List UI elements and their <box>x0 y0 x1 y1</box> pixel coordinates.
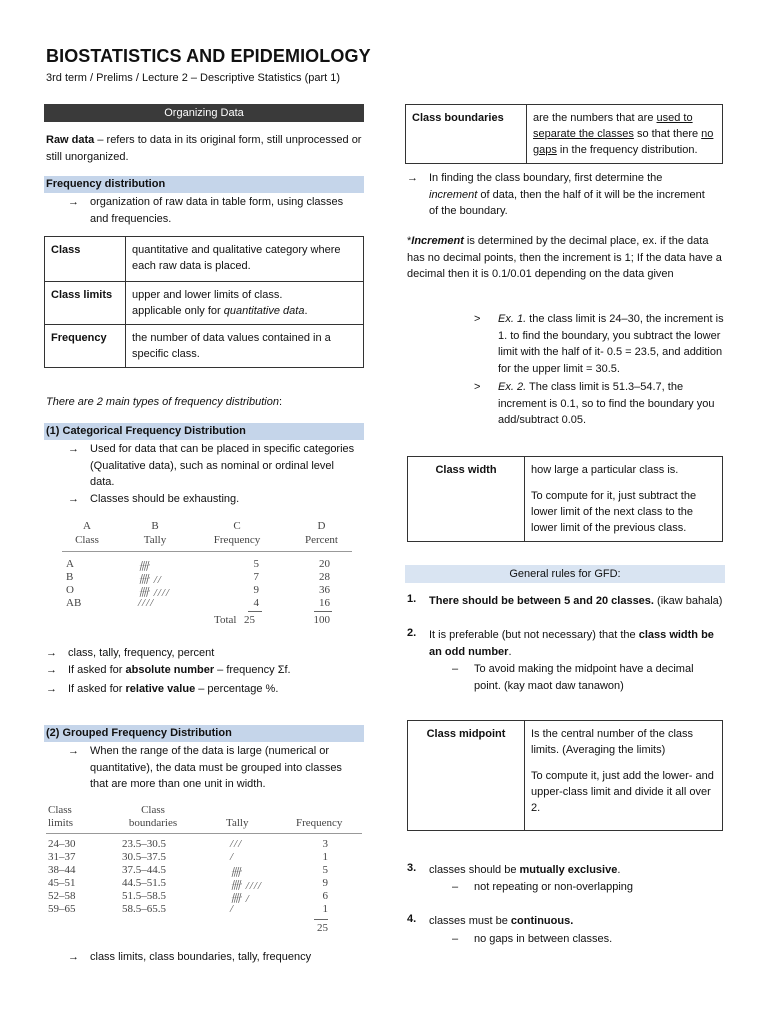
arrow-icon: → <box>68 745 79 757</box>
spacer <box>531 478 716 488</box>
rule-number: 1. <box>407 593 417 605</box>
row-tally: 卌 // <box>138 574 162 586</box>
text-span: . <box>304 305 308 317</box>
total-frequency: 25 <box>244 614 255 626</box>
italic-span: increment <box>429 188 478 201</box>
spacer <box>531 758 716 768</box>
raw-data-term: Raw data <box>46 134 95 146</box>
text-span: . <box>617 864 621 876</box>
bold-span: continuous. <box>510 915 574 927</box>
table-value <box>527 105 723 164</box>
rule-2 <box>429 627 719 660</box>
table-row <box>408 721 723 831</box>
text-span: – percentage %. <box>195 683 279 695</box>
row-boundaries: 44.5–51.5 <box>122 877 166 889</box>
table-key: Class <box>45 237 126 282</box>
bold-span: relative value <box>125 683 196 695</box>
bold-span: absolute number <box>125 664 215 676</box>
rule-1 <box>429 593 729 610</box>
text-span: applicable only for <box>132 305 224 317</box>
row-percent: 36 <box>319 584 330 596</box>
sum-rule <box>314 611 332 612</box>
row-boundaries: 23.5–30.5 <box>122 838 166 850</box>
row-frequency: 3 <box>322 838 328 850</box>
row-boundaries: 51.5–58.5 <box>122 890 166 902</box>
underline-span: no gaps <box>533 128 714 156</box>
row-tally: / <box>230 851 235 863</box>
bullet-text <box>429 170 705 220</box>
row-tally: 卌 <box>230 867 242 879</box>
gfd-rules-bar: General rules for GFD: <box>405 565 725 583</box>
note-text <box>68 662 291 679</box>
raw-data-definition: – refers to data in its original form, still unprocessed or still unorganized. <box>46 134 362 163</box>
text-span: in the frequency distribution. <box>556 144 698 156</box>
row-frequency: 1 <box>322 903 328 915</box>
bold-span: mutually exclusive <box>519 864 618 876</box>
total-frequency: 25 <box>317 922 328 934</box>
class-midpoint-line1: Is the central number of the class limits. (Averaging the limits) <box>531 728 694 756</box>
table-value <box>126 282 364 325</box>
arrow-icon: → <box>68 493 79 505</box>
freq-dist-definition: organization of raw data in table form, using classes and frequencies. <box>90 196 344 225</box>
arrow-icon: → <box>68 443 79 455</box>
row-percent: 16 <box>319 597 330 609</box>
categorical-table <box>62 520 352 635</box>
rule-number: 3. <box>407 862 417 874</box>
class-limits-line2 <box>132 303 357 319</box>
sub-text: To avoid making the midpoint have a decimal point. (kay maot daw tanawon) <box>474 663 694 692</box>
dash-icon: – <box>452 663 459 675</box>
rule-number: 4. <box>407 913 417 925</box>
column-header: Class <box>75 534 99 546</box>
column-header: Class <box>141 804 165 816</box>
text-span: If asked for <box>68 683 126 695</box>
row-frequency: 9 <box>322 877 328 889</box>
column-header: boundaries <box>128 817 178 829</box>
text-span: . <box>508 645 512 658</box>
text-span: the class limit is 24–30, the increment is 1. to find the boundary, you subtract the lower limit with the half of it- 0.5 = 23.5, and addition for the upper limit = 30.5. <box>498 313 724 375</box>
row-boundaries: 58.5–65.5 <box>122 903 166 915</box>
column-header: Tally <box>226 817 249 829</box>
row-limits: 24–30 <box>48 838 76 850</box>
sub-text: not repeating or non-overlapping <box>474 881 634 893</box>
header-rule <box>62 551 352 552</box>
text-span: If asked for <box>68 664 126 676</box>
text-span: are the numbers that are <box>533 112 657 124</box>
text-span: – frequency Σf. <box>214 664 291 676</box>
row-limits: 31–37 <box>48 851 76 863</box>
row-frequency: 5 <box>322 864 328 876</box>
arrow-icon: → <box>68 951 79 963</box>
bullet-text: Classes should be exhausting. <box>90 493 240 505</box>
rule-4 <box>429 913 719 930</box>
row-tally: 卌 / <box>230 893 250 905</box>
row-tally: 卌 //// <box>230 880 262 892</box>
text-span: (ikaw bahala) <box>653 595 723 607</box>
raw-data-paragraph <box>46 132 366 165</box>
text-span: classes must be <box>429 915 511 927</box>
increment-paragraph <box>407 233 727 283</box>
rule-3 <box>429 862 719 879</box>
total-percent: 100 <box>313 614 330 626</box>
bold-span: class width be an odd number <box>429 629 714 658</box>
row-frequency: 7 <box>253 571 259 583</box>
chevron-right-icon: > <box>474 381 481 393</box>
class-midpoint-table <box>407 720 723 831</box>
dash-icon: – <box>452 933 459 945</box>
column-letter: C <box>233 520 241 532</box>
row-tally: 卌 //// <box>138 587 170 599</box>
row-class: O <box>66 584 74 596</box>
table-key: Class limits <box>45 282 126 325</box>
column-header: Tally <box>143 534 167 546</box>
italic-span: Ex. 1. <box>498 313 527 325</box>
column-letter: B <box>151 520 159 532</box>
arrow-icon: → <box>407 172 418 184</box>
column-letter: A <box>83 520 91 532</box>
row-percent: 28 <box>319 571 330 583</box>
chevron-right-icon: > <box>474 313 481 325</box>
table-key: Frequency <box>45 325 126 368</box>
text-span: classes should be <box>429 864 520 876</box>
total-label: Total <box>214 614 237 626</box>
table-key: Class boundaries <box>406 105 527 164</box>
table-key: Class midpoint <box>408 721 525 831</box>
text-span: It is preferable (but not necessary) that the <box>429 629 639 641</box>
two-types-text: There are 2 main types of frequency distribution <box>46 396 279 408</box>
note-text: class, tally, frequency, percent <box>68 647 215 659</box>
row-tally: 卌 <box>138 561 150 573</box>
sum-rule <box>314 919 328 920</box>
class-limits-line1: upper and lower limits of class. <box>132 289 283 301</box>
sub-text: no gaps in between classes. <box>474 933 613 945</box>
page-title: BIOSTATISTICS AND EPIDEMIOLOGY <box>46 46 371 66</box>
frequency-distribution-bar: Frequency distribution <box>44 176 364 193</box>
text-span: is determined by the decimal place, ex. if the data has no decimal points, then the increment is 1; If the data have a decimal then it is 0.1/0.01 depending on the data given <box>407 235 722 280</box>
row-limits: 38–44 <box>48 864 76 876</box>
example-text <box>498 379 726 429</box>
definition-table <box>44 236 364 368</box>
grouped-fd-bar: (2) Grouped Frequency Distribution <box>44 725 364 742</box>
row-boundaries: 37.5–44.5 <box>122 864 166 876</box>
table-value: the number of data values contained in a specific class. <box>126 325 364 368</box>
table-row <box>45 237 364 282</box>
arrow-icon: → <box>46 683 57 695</box>
class-width-line1: how large a particular class is. <box>531 464 679 476</box>
arrow-icon: → <box>46 647 57 659</box>
categorical-fd-bar: (1) Categorical Frequency Distribution <box>44 423 364 440</box>
example-text <box>498 311 726 377</box>
text-span: In finding the class boundary, first determine the <box>429 172 663 184</box>
arrow-icon: → <box>68 196 79 208</box>
column-header: limits <box>48 817 74 829</box>
row-tally: / <box>230 903 235 915</box>
header-rule <box>46 833 362 834</box>
class-midpoint-line2: To compute it, just add the lower- and upper-class limit and divide it all over 2. <box>531 770 714 814</box>
text-span: The class limit is 51.3–54.7, the increment is 0.1, so to find the boundary you add/subtract 0.05. <box>498 381 715 426</box>
italic-span: quantitative data <box>223 305 305 317</box>
row-boundaries: 30.5–37.5 <box>122 851 166 863</box>
rule-number: 2. <box>407 627 417 639</box>
organizing-data-bar: Organizing Data <box>44 104 364 122</box>
column-header: Frequency <box>213 534 261 546</box>
row-frequency: 1 <box>322 851 328 863</box>
table-value <box>525 721 723 831</box>
note-text: class limits, class boundaries, tally, frequency <box>90 951 312 963</box>
note-text <box>68 681 278 698</box>
bold-span: There should be between 5 and 20 classes. <box>429 595 654 607</box>
column-letter: D <box>317 520 326 532</box>
row-class: A <box>66 558 74 570</box>
underline-span: used to separate the classes <box>533 112 693 140</box>
row-frequency: 9 <box>253 584 259 596</box>
dash-icon: – <box>452 881 459 893</box>
column-header: Percent <box>305 534 338 546</box>
row-percent: 20 <box>319 558 330 570</box>
grouped-table <box>46 804 362 938</box>
class-width-table <box>407 456 723 542</box>
text-span: * <box>407 235 412 247</box>
bullet-text: Used for data that can be placed in specific categories (Qualitative data), such as nominal or ordinal level data. <box>90 443 355 488</box>
row-class: B <box>66 571 74 583</box>
text-span: of data, then the half of it will be the increment of the boundary. <box>429 188 705 217</box>
class-width-line2: To compute for it, just subtract the lower limit of the next class to the lower limit of the previous class. <box>531 490 697 534</box>
table-row <box>45 325 364 368</box>
table-row <box>408 457 723 542</box>
column-header: Frequency <box>296 817 343 829</box>
row-class: AB <box>66 597 82 609</box>
table-value <box>525 457 723 542</box>
text-span: so that there <box>633 128 702 140</box>
increment-term: Increment <box>411 235 464 247</box>
table-row <box>406 105 723 164</box>
arrow-icon: → <box>46 664 57 676</box>
row-limits: 45–51 <box>48 877 76 889</box>
italic-span: Ex. 2. <box>498 381 527 393</box>
table-value: quantitative and qualitative category where each raw data is placed. <box>126 237 364 282</box>
row-frequency: 4 <box>253 597 259 609</box>
page-subtitle: 3rd term / Prelims / Lecture 2 – Descriptive Statistics (part 1) <box>46 72 341 84</box>
row-frequency: 5 <box>253 558 259 570</box>
row-limits: 52–58 <box>48 890 76 902</box>
row-tally: /// <box>230 838 243 850</box>
bullet-text: When the range of the data is large (numerical or quantitative), the data must be grouped into classes that are more than one unit in width. <box>90 745 342 790</box>
table-row <box>45 282 364 325</box>
column-header: Class <box>48 804 72 816</box>
table-key: Class width <box>408 457 525 542</box>
row-limits: 59–65 <box>48 903 76 915</box>
row-frequency: 6 <box>322 890 328 902</box>
row-tally: //// <box>138 597 155 609</box>
sum-rule <box>248 611 262 612</box>
two-types-line: There are 2 main types of frequency distribution: <box>46 396 283 408</box>
class-boundaries-table <box>405 104 723 164</box>
